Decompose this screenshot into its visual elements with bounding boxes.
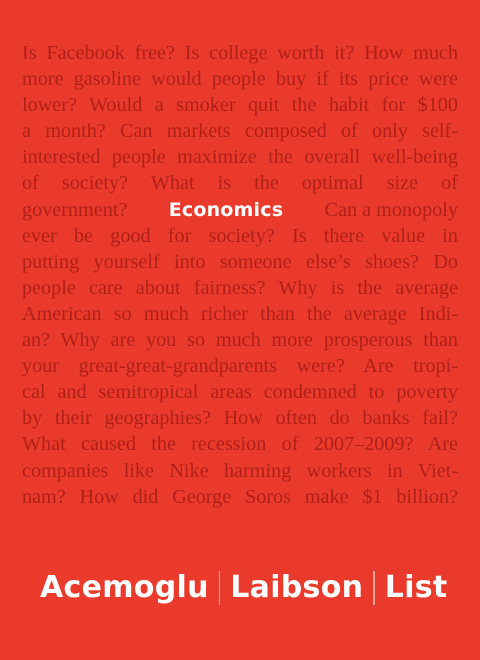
question-line: your great-great-grandparents were? Are tropi- (22, 355, 458, 378)
author-name: List (384, 570, 448, 605)
question-line: What caused the recession of 2007–2009? Are (22, 433, 458, 456)
question-line: people care about fairness? Why is the average (22, 276, 458, 299)
question-line: an? Why are you so much more prosperous than (22, 329, 458, 352)
question-line: American so much richer than the average Indi- (22, 302, 458, 325)
question-line: lower? Would a smoker quit the habit for $100 (22, 94, 458, 117)
author-names (40, 570, 448, 605)
background-questions (22, 40, 458, 510)
question-line: nam? How did George Soros make $1 billion? (22, 485, 458, 508)
question-line: ever be good for society? Is there value in (22, 224, 458, 247)
question-line: Is Facebook free? Is college worth it? How much (22, 42, 458, 64)
question-line: of society? What is the optimal size of (22, 172, 458, 195)
author-separator (219, 571, 221, 605)
question-line: a month? Can markets composed of only self- (22, 120, 458, 143)
question-fragment: government? (22, 198, 128, 221)
question-line: by their geographies? How often do banks fail? (22, 407, 458, 430)
question-line: cal and semitropical areas condemned to poverty (22, 381, 458, 404)
book-title: Economics (168, 198, 284, 221)
question-line: interested people maximize the overall well-being (22, 146, 458, 169)
question-line: companies like Nike harming workers in Viet- (22, 459, 458, 482)
question-fragment: Can a monopoly (324, 198, 458, 221)
author-name: Laibson (230, 570, 364, 605)
question-line: putting yourself into someone else’s shoes? Do (22, 250, 458, 273)
author-name: Acemoglu (40, 570, 209, 605)
title-line (22, 197, 458, 223)
question-line: more gasoline would people buy if its price were (22, 68, 458, 91)
author-separator (373, 571, 375, 605)
